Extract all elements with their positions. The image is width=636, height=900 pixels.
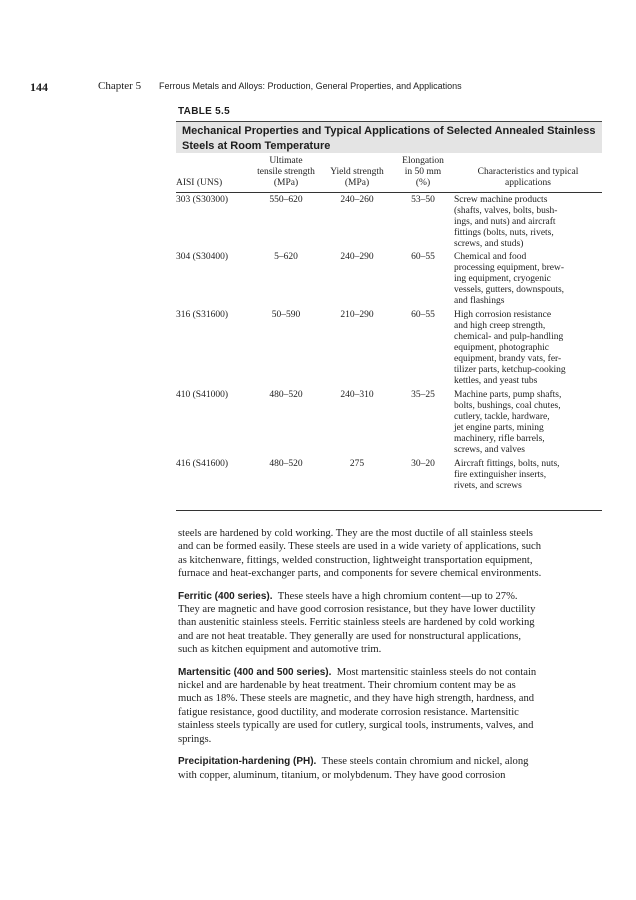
table-header	[176, 156, 602, 193]
cell-line: Aircraft fittings, bolts, nuts,	[454, 459, 560, 469]
cell-line: fittings (bolts, nuts, rivets,	[454, 228, 554, 238]
cell-line: equipment, brandy vats, fer-	[454, 354, 562, 364]
cell-yield: 275	[349, 459, 365, 469]
chapter-label: Chapter 5	[98, 80, 142, 92]
cell-uts: 50–590	[271, 310, 301, 320]
cell-characteristics	[454, 459, 602, 492]
table-caption-line: Steels at Room Temperature	[182, 140, 331, 152]
cell-characteristics	[454, 390, 602, 456]
text-line: much as 18%. These steels are magnetic, and they have high strength, hardness, and	[178, 693, 535, 705]
text-line: than austenitic stainless steels. Ferritic stainless steels are hardened by cold working	[178, 617, 535, 629]
cell-elongation: 35–25	[411, 390, 435, 400]
cell-line: jet engine parts, mining	[454, 423, 544, 433]
cell-line: fire extinguisher inserts,	[454, 470, 547, 480]
text-line: such as kitchen equipment and automotive trim.	[178, 644, 382, 656]
cell-line: machinery, rifle barrels,	[454, 434, 545, 444]
cell-line: High corrosion resistance	[454, 310, 552, 320]
cell-line: and flashings	[454, 296, 505, 306]
cell-characteristics	[454, 195, 602, 250]
text-line: They are magnetic and have good corrosion resistance, but they have lower ductility	[178, 604, 536, 616]
cell-aisi: 304 (S30400)	[176, 252, 228, 262]
header-uts: Ultimate tensile strength (MPa)	[257, 156, 315, 188]
paragraph-martensitic	[178, 666, 603, 746]
run-in-heading: Martensitic (400 and 500 series).	[178, 666, 332, 678]
table-bottom-rule	[176, 510, 602, 511]
cell-uts: 550–620	[269, 195, 303, 205]
cell-line: processing equipment, brew-	[454, 263, 565, 273]
cell-line: tilizer parts, ketchup-cooking	[454, 365, 566, 375]
table-row	[176, 195, 602, 252]
cell-line: Screw machine products	[454, 195, 548, 205]
cell-aisi: 410 (S41000)	[176, 390, 228, 400]
properties-table	[176, 156, 602, 495]
table-caption	[176, 121, 602, 153]
body-text	[178, 527, 603, 791]
header-characteristics: Characteristics and typical applications	[477, 167, 579, 188]
page-number: 144	[30, 80, 48, 94]
cell-line: vessels, gutters, downspouts,	[454, 285, 565, 295]
header-yield: Yield strength (MPa)	[330, 167, 384, 188]
text-line: nickel and are hardenable by heat treatment. Their chromium content may be as	[178, 680, 516, 692]
cell-line: ings, and nuts) and aircraft	[454, 217, 556, 227]
text-line: fatigue resistance, good ductility, and moderate corrosion resistance. Martensitic	[178, 706, 519, 718]
text-line: Most martensitic stainless steels do not contain	[336, 666, 537, 678]
cell-aisi: 316 (S31600)	[176, 310, 228, 320]
cell-uts: 480–520	[269, 459, 303, 469]
header-aisi: AISI (UNS)	[176, 178, 223, 188]
run-in-heading: Precipitation-hardening (PH).	[178, 756, 317, 768]
cell-line: ing equipment, cryogenic	[454, 274, 551, 284]
cell-line: equipment, photographic	[454, 343, 549, 353]
table-label: TABLE 5.5	[178, 106, 230, 117]
text-line: stainless steels typically are used for cutlery, surgical tools, instruments, valves, and	[178, 720, 534, 732]
cell-elongation: 60–55	[411, 310, 435, 320]
text-line: These steels have a high chromium content—up to 27%.	[277, 590, 518, 602]
table-body	[176, 195, 602, 495]
cell-characteristics	[454, 310, 602, 387]
chapter-title: Ferrous Metals and Alloys: Production, General Properties, and Applications	[159, 81, 462, 91]
cell-elongation: 30–20	[411, 459, 435, 469]
cell-line: (shafts, valves, bolts, bush-	[454, 206, 558, 216]
text-line: These steels contain chromium and nickel, along	[321, 756, 529, 768]
cell-line: screws, and studs)	[454, 239, 524, 249]
cell-yield: 240–290	[340, 252, 374, 262]
cell-line: chemical- and pulp-handling	[454, 332, 564, 342]
running-head	[30, 80, 590, 94]
cell-yield: 240–310	[340, 390, 374, 400]
cell-line: bolts, bushings, coal chutes,	[454, 401, 561, 411]
cell-elongation: 53–50	[411, 195, 435, 205]
cell-line: screws, and valves	[454, 445, 525, 455]
paragraph-austenitic	[178, 527, 603, 581]
cell-aisi: 303 (S30300)	[176, 195, 228, 205]
text-line: as kitchenware, fittings, welded construction, lightweight transportation equipment,	[178, 554, 533, 566]
cell-uts: 480–520	[269, 390, 303, 400]
cell-characteristics	[454, 252, 602, 307]
cell-elongation: 60–55	[411, 252, 435, 262]
text-line: with copper, aluminum, titanium, or molybdenum. They have good corrosion	[178, 769, 506, 781]
run-in-heading: Ferritic (400 series).	[178, 590, 273, 602]
text-line: steels are hardened by cold working. They are the most ductile of all stainless steels	[178, 528, 533, 539]
cell-line: Machine parts, pump shafts,	[454, 390, 562, 400]
cell-line: and high creep strength,	[454, 321, 546, 331]
cell-uts: 5–620	[274, 252, 298, 262]
text-line: and are not heat treatable. They generally are used for nonstructural applications,	[178, 630, 522, 642]
table-row	[176, 310, 602, 390]
text-line: furnace and heat-exchanger parts, and components for severe chemical environments.	[178, 568, 542, 580]
cell-yield: 210–290	[340, 310, 374, 320]
cell-yield: 240–260	[340, 195, 374, 205]
cell-aisi: 416 (S41600)	[176, 459, 228, 469]
cell-line: Chemical and food	[454, 252, 527, 262]
table-row	[176, 252, 602, 310]
table-row	[176, 390, 602, 459]
cell-line: cutlery, tackle, hardware,	[454, 412, 550, 422]
paragraph-precipitation	[178, 755, 603, 782]
text-line: and can be formed easily. These steels are used in a wide variety of applications, such	[178, 541, 542, 553]
cell-line: kettles, and yeast tubs	[454, 376, 538, 386]
header-elongation: Elongation in 50 mm (%)	[402, 156, 444, 188]
text-line: springs.	[178, 733, 212, 745]
table-row	[176, 459, 602, 495]
cell-line: rivets, and screws	[454, 481, 522, 491]
table-caption-line: Mechanical Properties and Typical Applications of Selected Annealed Stainless	[182, 125, 596, 137]
paragraph-ferritic	[178, 590, 603, 657]
